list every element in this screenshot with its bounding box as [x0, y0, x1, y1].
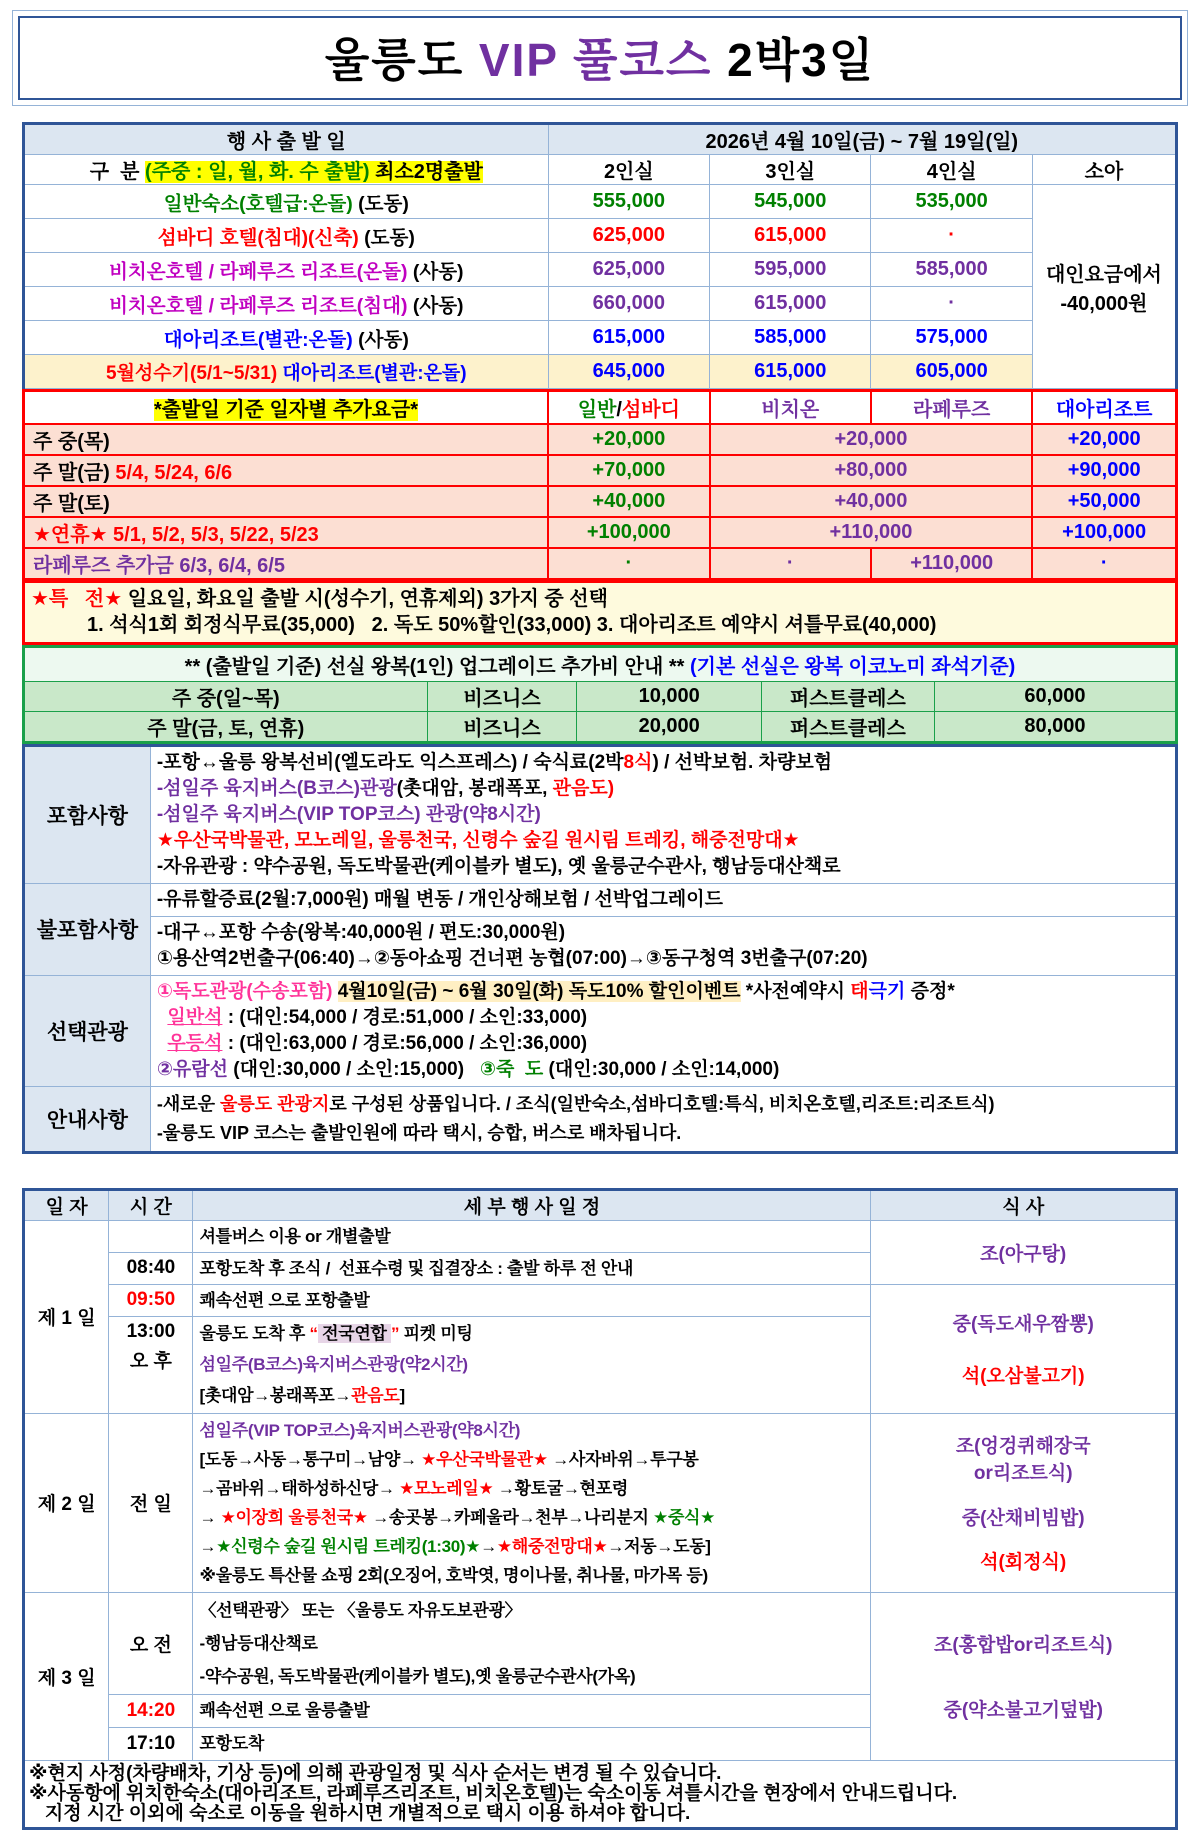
surcharge-cell: +40,000: [548, 486, 709, 517]
info-table: [22, 744, 1178, 1154]
table-row: [24, 287, 1177, 321]
surcharge-cell: +40,000: [710, 486, 1033, 517]
surcharge-cell: ·: [710, 548, 871, 580]
surcharge-label: 주 말(금) 5/4, 5/24, 6/6: [24, 455, 549, 486]
upgrade-header: ** (출발일 기준) 선실 왕복(1인) 업그레이드 추가비 안내 ** (기본 선실은 왕복 이코노미 좌석기준): [24, 646, 1177, 681]
excluded-line: -유류할증료(2월:7,000원) 매월 변동 / 개인상해보험 / 선박업그레이드: [156, 888, 723, 910]
optional-tour-row: [24, 975, 1177, 1086]
price-cell: 615,000: [710, 287, 871, 321]
schedule-line: →★신령수 숲길 원시림 트레킹(1:30)★→★해중전망대★→저동→도동]: [199, 1536, 711, 1556]
notice-label: 안내사항: [24, 1086, 151, 1152]
price-cell: 535,000: [871, 185, 1032, 219]
day1-row3: [24, 1284, 1177, 1316]
upgrade-price: 20,000: [577, 711, 761, 742]
surcharge-cell: +80,000: [710, 455, 1033, 486]
footnote-line: ※현지 사정(차량배차, 기상 등)에 의해 관광일정 및 식사 순서는 변경 될 수 있습니다.: [29, 1762, 722, 1784]
table-row-peak-season: [24, 355, 1177, 389]
surcharge-cell: ·: [1032, 548, 1176, 580]
surcharge-label: 라페루즈 추가금 6/3, 6/4, 6/5: [24, 548, 549, 580]
itinerary-section: [22, 1188, 1178, 1830]
table-row-laperouse-extra: [24, 548, 1177, 580]
surcharge-cell: +110,000: [710, 517, 1033, 548]
included-line: -포항↔울릉 왕복선비(엘도라도 익스프레스) / 숙식료(2박8식) / 선박보험. 차량보험: [156, 751, 833, 773]
day1-time4-a: 13:00: [126, 1320, 176, 1342]
day1-meal-lunch: 중(독도새우짬뽕): [952, 1314, 1094, 1336]
col-3room: 3인실: [710, 155, 871, 185]
price-cell: 645,000: [548, 355, 709, 389]
optional-line: 일반석 : (대인:54,000 / 경로:51,000 / 소인:33,000): [167, 1006, 588, 1028]
price-cell: ·: [871, 219, 1032, 253]
price-cell: 555,000: [548, 185, 709, 219]
table-row: [24, 185, 1177, 219]
meal-line: or리조트식): [973, 1463, 1073, 1484]
day1-meal-dinner: 석(오삼불고기): [961, 1365, 1085, 1387]
surcharge-cell: +20,000: [1032, 424, 1176, 455]
col-general-sombadi: 일반/섬바디: [548, 391, 709, 424]
schedule-line: → ★이장희 울릉천국★ →송곳봉→카페울라→천부→나리분지 ★중식★: [199, 1507, 716, 1527]
excluded-line: ①용산역2번출구(06:40)→②동아쇼핑 건너편 농협(07:00)→③동구청역 3번출구(07:20): [156, 947, 868, 969]
footnote-line: 지정 시간 이외에 숙소로 이동을 원하시면 개별적으로 택시 이용 하셔야 합니다.: [29, 1802, 691, 1824]
notice-line: -울릉도 VIP 코스는 출발인원에 따라 택시, 승합, 버스로 배차됩니다.: [156, 1122, 682, 1143]
day1-schedule1: 셔틀버스 이용 or 개별출발: [193, 1220, 871, 1252]
cabin-upgrade-table: [22, 645, 1178, 744]
day1-time4-b: 오 후: [129, 1350, 172, 1372]
day2-meal-lunch: 중(산채비빔밥): [961, 1507, 1085, 1529]
day3-schedule3: 포항도착: [193, 1727, 871, 1760]
day2-meals: [871, 1413, 1177, 1592]
table-row: [24, 711, 1177, 742]
day3-time2: 14:20: [109, 1694, 193, 1727]
price-cell: 660,000: [548, 287, 709, 321]
excluded-content-1: [150, 883, 1176, 916]
table-row: [24, 681, 1177, 711]
upgrade-label: 주 중(일~목): [24, 681, 428, 711]
included-line: -섬일주 육지버스(B코스)관광(촛대암, 봉래폭포, 관음도): [156, 777, 615, 799]
day1-schedule2: 포항도착 후 조식 / 선표수령 및 집결장소 : 출발 하루 전 안내: [193, 1252, 871, 1284]
meal-line: 조(엉겅퀴해장국: [955, 1436, 1091, 1457]
col-day: 일 자: [24, 1189, 109, 1220]
included-content: [150, 745, 1176, 883]
table-row: [24, 455, 1177, 486]
pricing-section: [22, 122, 1178, 1154]
schedule-line: ※울릉도 특산물 쇼핑 2회(오징어, 호박엿, 명이나물, 취나물, 마가목 등): [199, 1565, 708, 1585]
upgrade-price: 60,000: [934, 681, 1176, 711]
lodging-label: 5월성수기(5/1~5/31) 대아리조트(별관:온돌): [24, 355, 549, 389]
schedule-line: 울릉도 도착 후 “ 전국연합 ” 피켓 미팅: [199, 1324, 473, 1343]
optional-line: ①독도관광(수송포함) 4월10일(금) ~ 6월 30일(화) 독도10% 할인이벤트 *사전예약시 태극기 증정*: [156, 980, 955, 1002]
surcharge-cell: +110,000: [871, 548, 1032, 580]
surcharge-cell: +20,000: [548, 424, 709, 455]
surcharge-table: [22, 389, 1178, 581]
price-table: [22, 122, 1178, 389]
price-header-row: [24, 155, 1177, 185]
lodging-label: 일반숙소(호텔급:온돌) (도동): [24, 185, 549, 219]
departure-dates: 2026년 4월 10일(금) ~ 7월 19일(일): [548, 124, 1176, 155]
optional-tour-label: 선택관광: [24, 975, 151, 1086]
upgrade-price: 80,000: [934, 711, 1176, 742]
price-cell: 545,000: [710, 185, 871, 219]
category-header: 구 분 (주중 : 일, 월, 화. 수 출발) 최소2명출발: [24, 155, 549, 185]
day3-meal-breakfast: 조(홍합밥or리조트식): [933, 1635, 1113, 1657]
upgrade-header-row: [24, 646, 1177, 681]
special-benefit-line1: ★특 전★ 일요일, 화요일 출발 시(성수기, 연휴제외) 3가지 중 선택: [31, 587, 608, 610]
day3-meal-lunch: 중(약소불고기덮밥): [943, 1699, 1103, 1721]
day2-label: 제 2 일: [24, 1413, 109, 1592]
day2-row: [24, 1413, 1177, 1592]
upgrade-class: 비즈니스: [427, 711, 577, 742]
departure-header: 행 사 출 발 일: [24, 124, 549, 155]
day1-meal-lunch-dinner: [871, 1284, 1177, 1413]
notice-content: [150, 1086, 1176, 1152]
excluded-row-2: [24, 916, 1177, 975]
footnotes-row: [24, 1760, 1177, 1828]
lodging-label: 대아리조트(별관:온돌) (사동): [24, 321, 549, 355]
optional-line: ②유람선 (대인:30,000 / 소인:15,000) ③죽 도 (대인:30,000 / 소인:14,000): [156, 1058, 780, 1080]
upgrade-class: 비즈니스: [427, 681, 577, 711]
surcharge-header: *출발일 기준 일자별 추가요금*: [24, 391, 549, 424]
table-row: [24, 321, 1177, 355]
included-line: -자유관광 : 약수공원, 독도박물관(케이블카 별도), 옛 울릉군수관사, 행남등대산책로: [156, 855, 841, 877]
child-discount-line2: -40,000원: [1060, 292, 1148, 315]
surcharge-label: 주 말(토): [24, 486, 549, 517]
table-row: [24, 219, 1177, 253]
itinerary-table: [22, 1188, 1178, 1830]
price-cell: ·: [871, 287, 1032, 321]
col-meals: 식 사: [871, 1189, 1177, 1220]
lodging-label: 비치온호텔 / 라페루즈 리조트(침대) (사동): [24, 287, 549, 321]
upgrade-class: 퍼스트클레스: [761, 681, 934, 711]
price-cell: 575,000: [871, 321, 1032, 355]
table-row: [24, 486, 1177, 517]
day1-time2: 08:40: [109, 1252, 193, 1284]
schedule-line: →곰바위→태하성하신당→ ★모노레일★ →황토굴→현포령: [199, 1478, 629, 1498]
surcharge-cell: +20,000: [710, 424, 1033, 455]
price-cell: 585,000: [871, 253, 1032, 287]
lodging-label: 섬바디 호텔(침대)(신축) (도동): [24, 219, 549, 253]
surcharge-cell: +70,000: [548, 455, 709, 486]
day3-meals: [871, 1592, 1177, 1760]
schedule-line: -약수공원, 독도박물관(케이블카 별도),옛 울릉군수관사(가옥): [199, 1666, 636, 1686]
col-daea: 대아리조트: [1032, 391, 1176, 424]
col-child: 소아: [1032, 155, 1176, 185]
lodging-label: 비치온호텔 / 라페루즈 리조트(온돌) (사동): [24, 253, 549, 287]
optional-line: 우등석 : (대인:63,000 / 경로:56,000 / 소인:36,000): [167, 1032, 588, 1054]
excluded-row: [24, 883, 1177, 916]
surcharge-cell: +50,000: [1032, 486, 1176, 517]
surcharge-cell: +100,000: [1032, 517, 1176, 548]
price-cell: 625,000: [548, 253, 709, 287]
price-cell: 605,000: [871, 355, 1032, 389]
day3-time1: 오 전: [109, 1592, 193, 1694]
col-2room: 2인실: [548, 155, 709, 185]
col-laperouse: 라페루즈: [871, 391, 1032, 424]
day1-schedule4: [193, 1316, 871, 1413]
day2-meal-breakfast: [873, 1431, 1173, 1485]
schedule-line: -행남등대산책로: [199, 1633, 318, 1653]
surcharge-cell: ·: [548, 548, 709, 580]
day1-row1: [24, 1220, 1177, 1252]
schedule-line: 섬일주(VIP TOP코스)육지버스관광(약8시간): [199, 1420, 521, 1440]
optional-tour-content: [150, 975, 1176, 1086]
included-label: 포함사항: [24, 745, 151, 883]
included-line: ★우산국박물관, 모노레일, 울릉천국, 신령수 숲길 원시림 트레킹, 해중전망대★: [156, 829, 800, 851]
price-cell: 615,000: [710, 355, 871, 389]
surcharge-label: 주 중(목): [24, 424, 549, 455]
day2-time: 전 일: [109, 1413, 193, 1592]
day1-schedule3: 쾌속선편 으로 포항출발: [193, 1284, 871, 1316]
footnote-line: ※사동항에 위치한숙소(대아리조트, 라페루즈리조트, 비치온호텔)는 숙소이동 셔틀시간을 현장에서 안내드립니다.: [29, 1782, 958, 1804]
notice-row: [24, 1086, 1177, 1152]
table-row: [24, 517, 1177, 548]
price-cell: 585,000: [710, 321, 871, 355]
surcharge-cell: +90,000: [1032, 455, 1176, 486]
notice-line: -새로운 울릉도 관광지로 구성된 상품입니다. / 조식(일반숙소,섬바디호텔:특식, 비치온호텔,리조트:리조트식): [156, 1093, 995, 1114]
excluded-label: 불포함사항: [24, 883, 151, 975]
title-frame: [12, 10, 1188, 106]
day2-meal-dinner: 석(회정식): [980, 1552, 1067, 1573]
col-time: 시 간: [109, 1189, 193, 1220]
schedule-line: [도동→사동→통구미→남양→ ★우산국박물관★ →사자바위→투구봉: [199, 1449, 699, 1469]
price-cell: 615,000: [710, 219, 871, 253]
upgrade-label: 주 말(금, 토, 연휴): [24, 711, 428, 742]
included-row: [24, 745, 1177, 883]
child-discount-cell: [1032, 185, 1176, 389]
departure-row: [24, 124, 1177, 155]
table-row: [24, 253, 1177, 287]
day3-schedule2: 쾌속선편 으로 울릉출발: [193, 1694, 871, 1727]
day1-label: 제 1 일: [24, 1220, 109, 1413]
schedule-line: [촛대암→봉래폭포→관음도]: [199, 1386, 405, 1405]
special-benefit-line2: 1. 석식1회 회정식무료(35,000) 2. 독도 50%할인(33,000) 3. 대아리조트 예약시 셔틀무료(40,000): [87, 613, 937, 636]
excluded-content-2: [150, 916, 1176, 975]
day3-row1: [24, 1592, 1177, 1694]
schedule-line: 섬일주(B코스)육지버스관광(약2시간): [199, 1355, 468, 1374]
day1-time4: [109, 1316, 193, 1413]
surcharge-header-row: [24, 391, 1177, 424]
day3-time3: 17:10: [109, 1727, 193, 1760]
col-schedule: 세 부 행 사 일 정: [193, 1189, 871, 1220]
price-cell: 615,000: [548, 321, 709, 355]
itinerary-header-row: [24, 1189, 1177, 1220]
special-benefit-box: [22, 581, 1178, 645]
excluded-line: -대구↔포항 수송(왕복:40,000원 / 편도:30,000원): [156, 921, 566, 943]
upgrade-class: 퍼스트클레스: [761, 711, 934, 742]
included-line: -섬일주 육지버스(VIP TOP코스) 관광(약8시간): [156, 803, 541, 825]
price-cell: 595,000: [710, 253, 871, 287]
day1-time1: [109, 1220, 193, 1252]
schedule-line: 〈선택관광〉 또는 〈울릉도 자유도보관광〉: [199, 1600, 522, 1620]
day1-meal-breakfast: 조(아구탕): [871, 1220, 1177, 1284]
day3-label: 제 3 일: [24, 1592, 109, 1760]
upgrade-price: 10,000: [577, 681, 761, 711]
table-row: [24, 424, 1177, 455]
day3-schedule1: [193, 1592, 871, 1694]
day1-time3: 09:50: [109, 1284, 193, 1316]
footnotes: [24, 1760, 1177, 1828]
price-cell: 625,000: [548, 219, 709, 253]
surcharge-cell: +100,000: [548, 517, 709, 548]
child-discount-line1: 대인요금에서: [1045, 263, 1162, 286]
col-beachon: 비치온: [710, 391, 871, 424]
surcharge-label: ★연휴★ 5/1, 5/2, 5/3, 5/22, 5/23: [24, 517, 549, 548]
flyer-page: [0, 10, 1200, 1830]
day2-schedule: [193, 1413, 871, 1592]
col-4room: 4인실: [871, 155, 1032, 185]
page-title: 울릉도 VIP 풀코스 2박3일: [18, 16, 1182, 100]
